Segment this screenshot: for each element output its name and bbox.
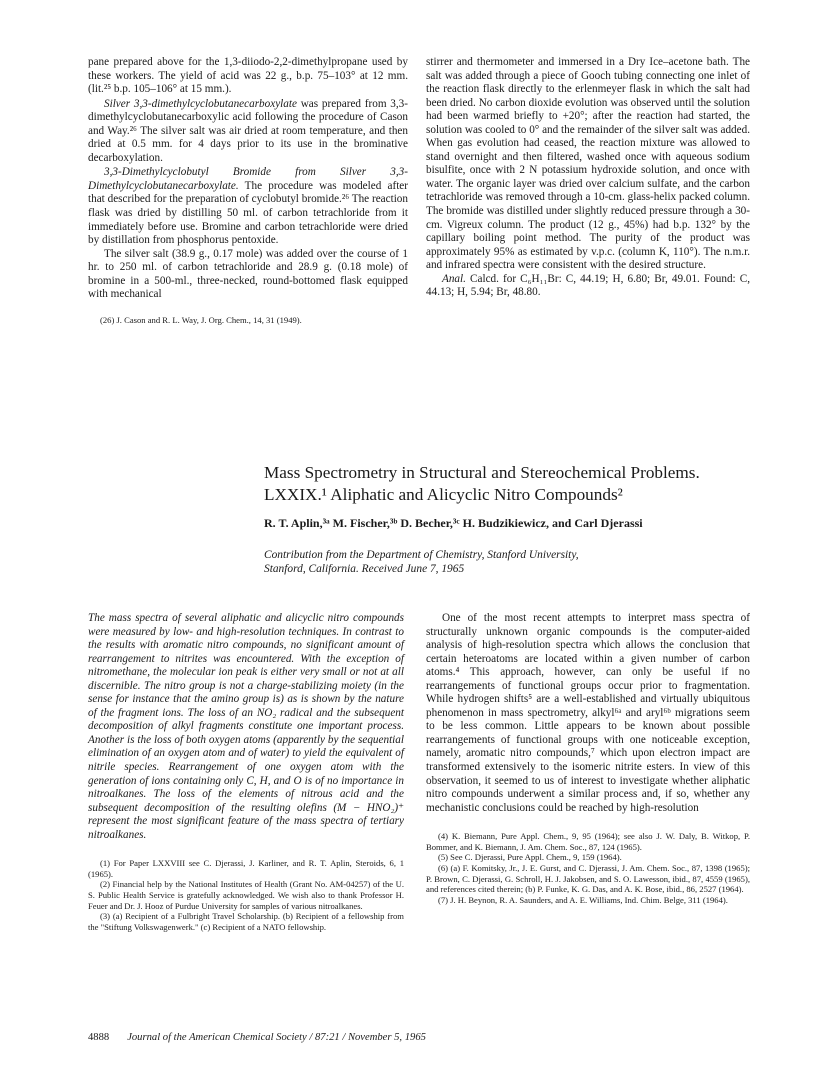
paragraph-silver-salt — [88, 98, 408, 166]
affiliation-line-1: Contribution from the Department of Chemistry, Stanford University, — [264, 549, 579, 561]
footnote-1: (1) For Paper LXXVIII see C. Djerassi, J. Karliner, and R. T. Aplin, Steroids, 6, 1 (1965). — [88, 858, 404, 879]
footnote-5: (5) See C. Djerassi, Pure Appl. Chem., 9, 159 (1964). — [438, 852, 622, 863]
paragraph-bromide-prep — [88, 166, 408, 247]
top-left-column — [88, 56, 408, 325]
footnote-7: (7) J. H. Beynon, R. A. Saunders, and A. E. Williams, Ind. Chim. Belge, 311 (1964). — [438, 894, 728, 905]
footnote-26: (26) J. Cason and R. L. Way, J. Org. Chem., 14, 31 (1949). — [100, 314, 302, 325]
authors: R. T. Aplin,³ᵃ M. Fischer,³ᵇ D. Becher,³ᶜ H. Budzikiewicz, and Carl Djerassi — [264, 516, 643, 530]
introduction: One of the most recent attempts to interpret mass spectra of structurally unknown organic compounds is the computer-aided analysis of high-resolution spectra which allows the conclusion that certain heteroatoms are located within a given number of carbon atoms.⁴ This approach, however, can only be useful if no rearrangements of functional groups occur prior to fragmentation. While hydrogen shifts⁵ are a well-established and virtually ubiquitous phenomenon in mass spectrometry, alkyl⁶ᵃ and aryl⁶ᵇ migrations seem to be less common. Little appears to be known about possible rearrangements of functional groups with one noticeable exception, namely, aromatic nitro compounds,⁷ which upon electron impact are transformed extensively to the isomeric nitrite esters. In view of this observation, it seemed to us of interest to investigate whether aliphatic nitro compounds underwent a similar process and, if so, whether any mechanistic conclusions could be reached by high-resolution — [426, 612, 750, 814]
paragraph-acid-yield: pane prepared above for the 1,3-diiodo-2,2-dimethylpropane used by these workers. The yield of acid was 22 g., b.p. 75–103° at 12 mm. (lit.²⁵ b.p. 105–106° at 15 mm.). — [88, 56, 408, 96]
abstract: The mass spectra of several aliphatic and alicyclic nitro compounds were measured by low- and high-resolution techniques. In contrast to the results with aromatic nitro compounds, no significant amount of rearrangement to nitrites was encountered. With the exception of nitromethane, the molecular ion peak is either very small or not at all discernible. The nitro group is not a charge-stabilizing moiety (in the sense for instance that the amino group is) as is shown by the nature of the fragment ions. The loss of an NO₂ radical and the subsequent decomposition of alkyl fragments constitute one important process. Another is the loss of both oxygen atoms (apparently by the sequential elimination of an oxygen atom and of water) to yield the equivalent of nitrile species. Rearrangement of one oxygen atom with the generation of ions containing only C, H, and O is of no importance in nitroalkanes. The loss of the elements of nitrous acid and the subsequent decomposition of the resulting olefins (M − HNO₂)⁺ represent the most significant feature of the mass spectra of tertiary nitroalkanes. — [88, 612, 404, 841]
silver-salt-body: was prepared from 3,3-dimethylcyclobutanecarboxylic acid following the procedure of Cason and Way.²⁶ The silver salt was air dried at room temperature, and then dried at 0.5 mm. for 4 days prior to its use in the brominative decarboxylation. — [88, 97, 408, 164]
introduction-column — [426, 612, 750, 905]
analysis-values: Calcd. for C₆H₁₁Br: C, 44.19; H, 6.80; Br, 49.01. Found: C, 44.13; H, 5.94; Br, 48.80. — [426, 272, 750, 299]
analysis-label: Anal. — [442, 272, 466, 285]
footnotes-right — [426, 831, 750, 905]
footnote-6: (6) (a) F. Komitsky, Jr., J. E. Gurst, and C. Djerassi, J. Am. Chem. Soc., 87, 1398 (1965); P. Brown, C. Djerassi, G. Schroll, H. J. Jakobsen, and S. O. Lawesson, ibid., 87, 4559 (1965), and references cited therein; (b) P. Funke, K. G. Das, and A. K. Bose, ibid., 86, 2527 (1964). — [426, 862, 750, 895]
affiliation — [264, 548, 804, 577]
affiliation-line-2: Stanford, California. Received June 7, 1965 — [264, 563, 465, 576]
bromide-heading: 3,3-Dimethylcyclobutyl Bromide from Silver 3,3-Dimethylcyclobutanecarboxylate. — [88, 166, 408, 192]
abstract-column — [88, 612, 404, 932]
title-line-1: Mass Spectrometry in Structural and Stereochemical Problems. — [264, 463, 700, 482]
top-right-column — [426, 56, 750, 300]
paragraph-silver-salt-addition: The silver salt (38.9 g., 0.17 mole) was added over the course of 1 hr. to 250 ml. of carbon tetrachloride and 28.9 g. (0.18 mole) of bromine in a 500-ml., three-necked, round-bottomed flask equipped with mechanical — [88, 247, 408, 301]
footnote-4: (4) K. Biemann, Pure Appl. Chem., 9, 95 (1964); see also J. W. Daly, B. Witkop, P. Bommer, and K. Biemann, J. Am. Chem. Soc., 87, 124 (1965). — [426, 831, 750, 852]
page-number: 4888 — [88, 1032, 110, 1043]
article-title — [264, 462, 804, 506]
paragraph-analysis — [426, 273, 750, 300]
silver-salt-heading: Silver 3,3-dimethylcyclobutanecarboxylate — [104, 97, 297, 110]
footnote-3: (3) (a) Recipient of a Fulbright Travel Scholarship. (b) Recipient of a fellowship from the "Stiftung Volkswagenwerk." (c) Recipient of a NATO fellowship. — [88, 911, 404, 932]
bromide-body: The procedure was modeled after that described for the preparation of cyclobutyl bromide.²⁶ The reaction flask was dried by distilling 50 ml. of carbon tetrachloride from it immediately before use. Bromine and carbon tetrachloride were dried by distillation from phosphorus pentoxide. — [88, 179, 408, 247]
footnotes-left — [88, 858, 404, 932]
page-footer — [88, 1032, 808, 1043]
title-line-2: LXXIX.¹ Aliphatic and Alicyclic Nitro Compounds² — [264, 485, 623, 504]
journal-citation: Journal of the American Chemical Society / 87:21 / November 5, 1965 — [127, 1032, 426, 1043]
footnote-2: (2) Financial help by the National Institutes of Health (Grant No. AM-04257) of the U. S. Public Health Service is gratefully acknowledged. We wish also to thank Professor H. Feuer and Dr. J. Hooz of Purdue University for samples of various nitroalkanes. — [88, 879, 404, 911]
paragraph-reaction-procedure: stirrer and thermometer and immersed in a Dry Ice–acetone bath. The salt was added through a piece of Gooch tubing connecting one inlet of the reaction flask directly to the erlenmeyer flask in which the salt had been dried. No carbon dioxide evolution was observed until the solution had been warmed briefly to +20°; after the reaction had started, the solution was cooled to 0° and the remainder of the silver salt was added. When gas evolution had ceased, the reaction mixture was allowed to stand overnight and then filtered, washed once with aqueous sodium bisulfite, once with 2 N potassium hydroxide solution, and once with water. The organic layer was dried over calcium sulfate, and the carbon tetrachloride was removed through a 10-cm. glass-helix packed column. The bromide was distilled under slightly reduced pressure through a 30-cm. Vigreux column. The product (12 g., 45%) had b.p. 132° by the capillary boiling point method. The purity of the product was approximately 95% as estimated by v.p.c. (column K, 110°). The n.m.r. and infrared spectra were consistent with the desired structure. — [426, 56, 750, 272]
